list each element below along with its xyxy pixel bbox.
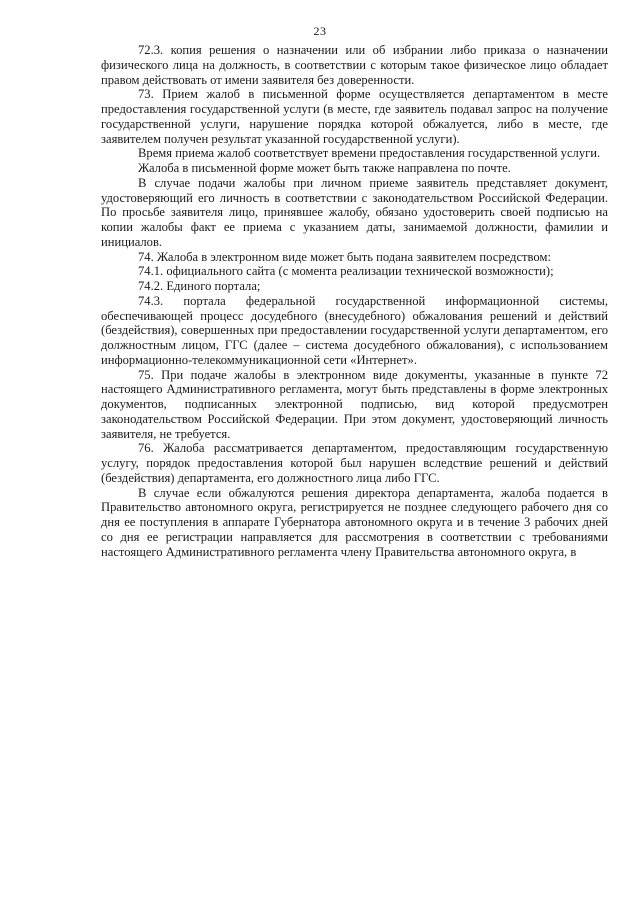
paragraph-74-2: 74.2. Единого портала; — [138, 279, 261, 293]
paragraph-74: 74. Жалоба в электронном виде может быть подана заявителем посредством: — [138, 249, 551, 264]
paragraph-72-3: 72.3. копия решения о назначении или об избрании либо приказа о назначении физического лица на должность, в соответствии с которым такое физическое лицо обладает правом действовать от имени заявителя без доверенности. — [101, 43, 608, 87]
paragraph-by-mail: Жалоба в письменной форме может быть также направлена по почте. — [138, 161, 511, 175]
paragraph-74-1: 74.1. официального сайта (с момента реализации технической возможности); — [138, 264, 554, 279]
paragraph-75: 75. При подаче жалобы в электронном виде документы, указанные в пункте 72 настоящего Административного регламента, могут быть представлены в форме электронных документов, подписанных электронной подписью, вид которой предусмотрен законодательством Российской Федерации. При этом документ, удостоверяющий личность заявителя, не требуется. — [101, 367, 608, 441]
paragraph-76: 76. Жалоба рассматривается департаментом, предоставляющим государственную услугу, порядок предоставления которой был нарушен вследствие решений и действий (бездействия) департамента, его должностного лица либо ГГС. — [101, 441, 608, 485]
paragraph-director-decisions: В случае если обжалуются решения директора департамента, жалоба подается в Правительство автономного округа, регистрируется не позднее следующего рабочего дня со дня ее поступления в аппарате Губернатора автономного округа и в течение 3 рабочих дней со дня ее регистрации направляется для рассмотрения в соответствии с требованиями настоящего Административного регламента члену Правительства автономного округа, в — [101, 485, 608, 559]
paragraph-personal-reception: В случае подачи жалобы при личном приеме заявитель представляет документ, удостоверяющий его личность в соответствии с законодательством Российской Федерации. По просьбе заявителя лицо, принявшее жалобу, обязано удостоверить своей подписью на копии жалобы факт ее приема с указанием даты, занимаемой должности, фамилии и инициалов. — [101, 175, 608, 249]
paragraph-reception-time: Время приема жалоб соответствует времени предоставления государственной услуги. — [138, 146, 601, 161]
page-number: 23 — [313, 24, 327, 38]
paragraph-73: 73. Прием жалоб в письменной форме осуществляется департаментом в месте предоставления государственной услуги (в месте, где заявитель подавал запрос на получение государственной услуги, нарушение порядка которой обжалуется, либо в месте, где заявителем получен результат указанной государственной услуги). — [101, 87, 608, 146]
document-body — [101, 43, 608, 559]
paragraph-74-3: 74.3. портала федеральной государственной информационной системы, обеспечивающей процесс досудебного (внесудебного) обжалования решений и действий (бездействия), совершенных при предоставлении государственной услуги департаментом, его должностным лицом, ГГС (далее – система досудебного обжалования), с использованием информационно-телекоммуникационной сети «Интернет». — [101, 293, 608, 367]
